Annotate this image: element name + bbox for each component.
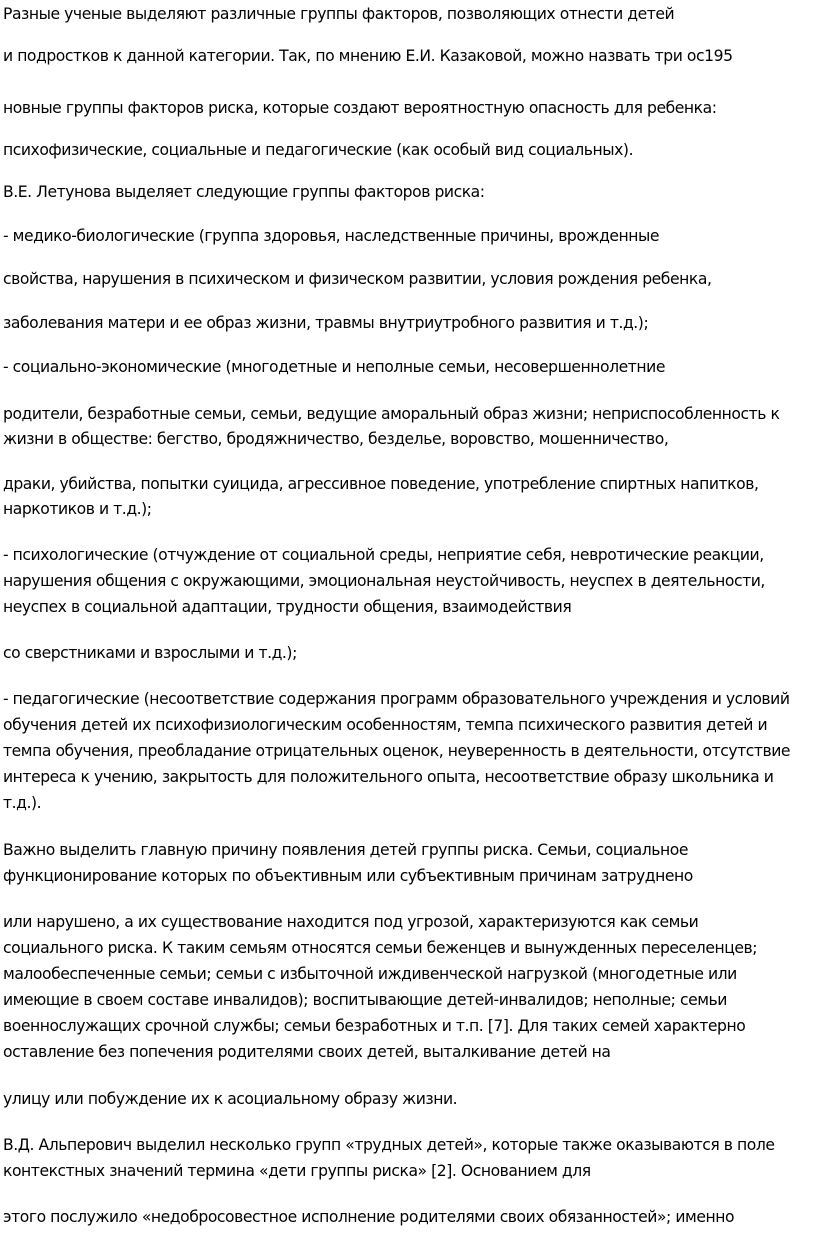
text-line: В.Д. Альперович выделил несколько групп «трудных детей», которые также оказываются в поле — [3, 1136, 775, 1154]
text-line: - педагогические (несоответствие содержания программ образовательного учреждения и условий — [3, 690, 790, 708]
text-line: нарушения общения с окружающими, эмоциональная неустойчивость, неуспех в деятельности, — [3, 572, 765, 590]
text-line: или нарушено, а их существование находится под угрозой, характеризуются как семьи — [3, 913, 699, 931]
text-line: неуспех в социальной адаптации, трудности общения, взаимодействия — [3, 598, 572, 616]
text-line: жизни в обществе: бегство, бродяжничество, безделье, воровство, мошенничество, — [3, 430, 669, 448]
text-line: заболевания матери и ее образ жизни, травмы внутриутробного развития и т.д.); — [3, 314, 649, 332]
text-line: психофизические, социальные и педагогические (как особый вид социальных). — [3, 141, 634, 159]
text-line: наркотиков и т.д.); — [3, 500, 152, 518]
text-line: темпа обучения, преобладание отрицательных оценок, неуверенность в деятельности, отсутствие — [3, 742, 791, 760]
text-line: Важно выделить главную причину появления детей группы риска. Семьи, социальное — [3, 841, 689, 859]
text-line: новные группы факторов риска, которые создают вероятностную опасность для ребенка: — [3, 99, 717, 117]
text-line: интереса к учению, закрытость для положительного опыта, несоответствие образу школьника и — [3, 768, 774, 786]
text-line: контекстных значений термина «дети группы риска» [2]. Основанием для — [3, 1162, 591, 1180]
text-line: и подростков к данной категории. Так, по мнению Е.И. Казаковой, можно назвать три ос195 — [3, 47, 733, 65]
text-line: со сверстниками и взрослыми и т.д.); — [3, 644, 297, 662]
text-line: - психологические (отчуждение от социальной среды, неприятие себя, невротические реакции, — [3, 546, 764, 564]
text-line: Разные ученые выделяют различные группы факторов, позволяющих отнести детей — [3, 5, 675, 23]
text-line: В.Е. Летунова выделяет следующие группы факторов риска: — [3, 183, 485, 201]
text-line: обучения детей их психофизиологическим особенностям, темпа психического развития детей и — [3, 716, 768, 734]
text-line: социального риска. К таким семьям относятся семьи беженцев и вынужденных переселенцев; — [3, 939, 758, 957]
text-line: этого послужило «недобросовестное исполнение родителями своих обязанностей»; именно — [3, 1208, 735, 1226]
text-line: малообеспеченные семьи; семьи с избыточной иждивенческой нагрузкой (многодетные или — [3, 965, 737, 983]
text-line: родители, безработные семьи, семьи, ведущие аморальный образ жизни; неприспособленность к — [3, 405, 780, 423]
text-line: оставление без попечения родителями своих детей, выталкивание детей на — [3, 1043, 611, 1061]
text-line: т.д.). — [3, 794, 42, 812]
text-line: улицу или побуждение их к асоциальному образу жизни. — [3, 1090, 458, 1108]
text-line: военнослужащих срочной службы; семьи безработных и т.п. [7]. Для таких семей характерно — [3, 1017, 746, 1035]
text-line: свойства, нарушения в психическом и физическом развитии, условия рождения ребенка, — [3, 270, 712, 288]
text-line: - социально-экономические (многодетные и неполные семьи, несовершеннолетние — [3, 358, 665, 376]
text-line: имеющие в своем составе инвалидов); воспитывающие детей-инвалидов; неполные; семьи — [3, 991, 727, 1009]
text-line: - медико-биологические (группа здоровья, наследственные причины, врожденные — [3, 227, 660, 245]
text-line: драки, убийства, попытки суицида, агрессивное поведение, употребление спиртных напитков, — [3, 475, 759, 493]
text-line: функционирование которых по объективным или субъективным причинам затруднено — [3, 867, 693, 885]
